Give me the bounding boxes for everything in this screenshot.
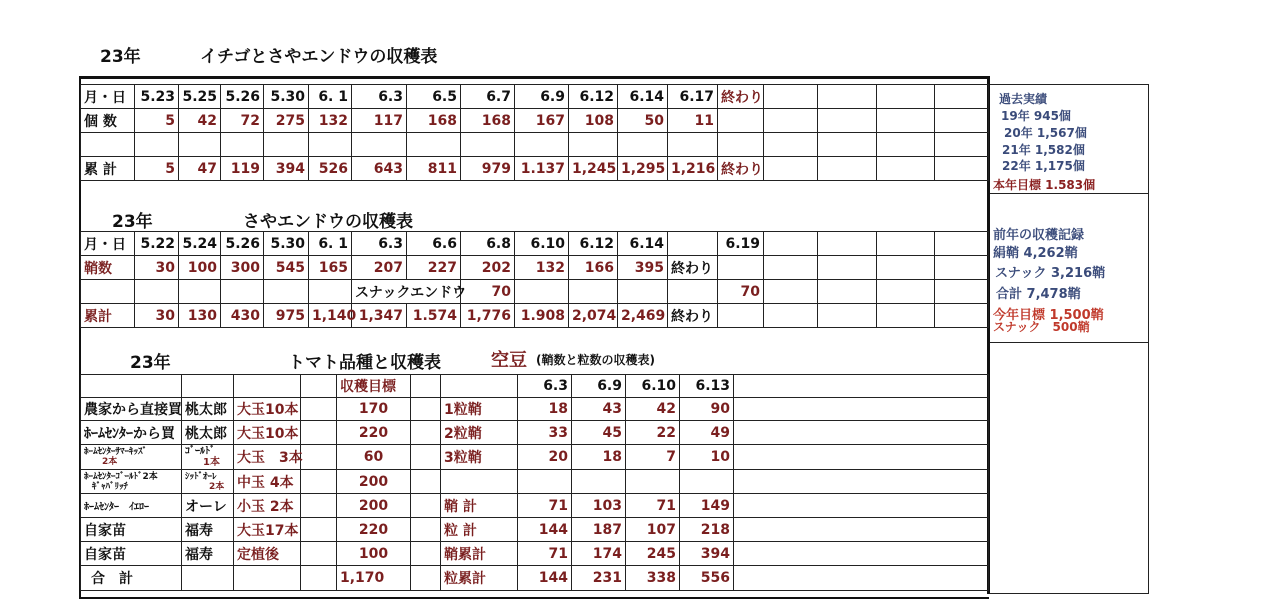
count-label: 個 数 [81,109,135,133]
bean-value: 90 [680,398,734,421]
snack-last: 70 [718,280,764,304]
date-cell: 6.9 [515,85,569,109]
tomato-source-line1: ﾎｰﾑｾﾝﾀｰｺﾞｰﾙﾄﾞ2本 [84,471,158,482]
pea-pods-cell: 30 [135,256,179,280]
tomato-variety-line2: 1本 [203,457,220,468]
tomato-target: 200 [337,470,411,494]
tomato-variety [182,470,234,494]
bean-value: 394 [680,542,734,566]
pea-cumulative-cell: 2,074 [569,304,618,328]
pea-record-line: スナック 3,216鞘 [995,266,1106,281]
bean-value: 49 [680,421,734,445]
date-cell: 6.12 [569,85,618,109]
pea-date-label: 月・日 [81,232,135,256]
bean-row-label: 粒累計 [441,566,518,591]
tomato-total-label: 合 計 [81,566,182,591]
end-label: 終わり [718,85,764,109]
bean-value: 218 [680,518,734,542]
count-cell: 72 [221,109,264,133]
tomato-source-line1: ﾎｰﾑｾﾝﾀｰｻﾏｰｷｯｽﾞ [84,447,148,457]
tomato-source: 農家から直接買 [81,398,182,421]
date-cell: 6.17 [668,85,718,109]
bean-value: 7 [626,445,680,470]
tomato-variety [182,445,234,470]
pea-pods-cell: 100 [179,256,221,280]
tomato-source [81,470,182,494]
pea-cumulative-cell: 1,347 [352,304,407,328]
pea-goal: 今年目標 1,500鞘 [993,308,1104,323]
strawberry-table [80,84,989,181]
pea-cumulative-cell: 30 [135,304,179,328]
bean-subtitle: (鞘数と粒数の収穫表) [536,353,655,367]
cumulative-label: 累 計 [81,157,135,181]
snack-label: スナックエンドウ [352,280,461,304]
bean-value: 43 [572,398,626,421]
bean-value: 71 [626,494,680,518]
cumulative-cell: 119 [221,157,264,181]
pea-pods-cell: 207 [352,256,407,280]
pea-pods-cell: 165 [309,256,352,280]
pea-pods-label: 鞘数 [81,256,135,280]
pea-record-line: 合計 7,478鞘 [996,287,1081,302]
past-goal: 本年目標 1.583個 [993,178,1096,192]
count-cell: 50 [618,109,668,133]
pea-pods-cell: 300 [221,256,264,280]
pea-date-cell: 5.22 [135,232,179,256]
bean-value: 338 [626,566,680,591]
bean-date: 6.9 [572,375,626,398]
bean-row-label: 3粒鞘 [441,445,518,470]
cumulative-cell: 526 [309,157,352,181]
pea-cumulative-cell: 130 [179,304,221,328]
tomato-source-line2: ｷﾞｬﾊﾞﾘｯﾁ [92,481,129,492]
tomato-year: 23年 [130,353,171,373]
strawberry-year: 23年 [100,47,141,67]
pea-date-cell: 6.3 [352,232,407,256]
date-cell: 6.3 [352,85,407,109]
date-label: 月・日 [81,85,135,109]
tomato-target: 170 [337,398,411,421]
bean-date: 6.13 [680,375,734,398]
bean-value: 245 [626,542,680,566]
tomato-source-line2: 2本 [102,457,118,467]
cumulative-cell: 394 [264,157,309,181]
pea-date-cell: 5.30 [264,232,309,256]
cumulative-end: 終わり [718,157,764,181]
tomato-source: ﾎｰﾑｾﾝﾀｰから買 [81,421,182,445]
past-line: 21年 1,582個 [1002,143,1085,157]
count-cell: 5 [135,109,179,133]
tomato-target: 100 [337,542,411,566]
bean-value: 33 [518,421,572,445]
bean-date: 6.10 [626,375,680,398]
bean-row-label: 粒 計 [441,518,518,542]
pea-cumulative-cell: 1.574 [407,304,461,328]
tomato-target: 60 [337,445,411,470]
bean-value: 18 [518,398,572,421]
tomato-variety: オーレ [182,494,234,518]
bean-value: 149 [680,494,734,518]
bean-value: 71 [518,542,572,566]
tomato-qty: 大玉 3本 [234,445,301,470]
side-divider [990,193,1148,194]
strawberry-title: イチゴとさやエンドウの収穫表 [200,47,438,67]
date-cell: 5.30 [264,85,309,109]
pea-pods-cell: 545 [264,256,309,280]
snack-value: 70 [461,280,515,304]
past-line: 19年 945個 [1001,109,1071,123]
pea-record-title: 前年の収穫記録 [993,228,1085,243]
tomato-qty: 大玉10本 [234,398,301,421]
tomato-variety-line2: 2本 [209,481,225,492]
tomato-title: トマト品種と収穫表 [288,353,441,373]
pea-goal-snack: スナック 500鞘 [993,320,1090,334]
tomato-qty: 定植後 [234,542,301,566]
cumulative-cell: 1,295 [618,157,668,181]
pea-cumulative-cell: 2,469 [618,304,668,328]
bean-value: 42 [626,398,680,421]
pea-pods-cell: 132 [515,256,569,280]
bean-value: 231 [572,566,626,591]
tomato-bean-table [80,374,989,591]
pea-title: さやエンドウの収穫表 [243,212,413,232]
count-cell: 11 [668,109,718,133]
bean-row-label: 鞘 計 [441,494,518,518]
tomato-qty: 大玉17本 [234,518,301,542]
bean-value: 22 [626,421,680,445]
pea-pods-end: 終わり [668,256,718,280]
bean-title: 空豆 [491,350,527,371]
pea-table [80,231,989,328]
count-cell: 168 [461,109,515,133]
count-cell: 117 [352,109,407,133]
pea-cumulative-cell: 430 [221,304,264,328]
pea-date-cell: 5.26 [221,232,264,256]
pea-cumulative-label: 累計 [81,304,135,328]
bean-value: 71 [518,494,572,518]
tomato-variety-line1: ｺﾞｰﾙﾄﾞ [185,446,215,457]
target-label: 収穫目標 [337,375,411,398]
cumulative-cell: 5 [135,157,179,181]
pea-date-cell: 6.6 [407,232,461,256]
tomato-source [81,445,182,470]
pea-pods-cell: 227 [407,256,461,280]
bean-row-label: 鞘累計 [441,542,518,566]
tomato-source: ﾎｰﾑｾﾝﾀｰ ｲｴﾛｰ [81,494,182,518]
count-cell: 132 [309,109,352,133]
date-cell: 5.25 [179,85,221,109]
date-cell: 6.14 [618,85,668,109]
count-cell: 42 [179,109,221,133]
bean-row-label: 2粒鞘 [441,421,518,445]
pea-cumulative-cell: 1,776 [461,304,515,328]
tomato-variety: 桃太郎 [182,398,234,421]
date-cell: 6.5 [407,85,461,109]
pea-cumulative-cell: 1.908 [515,304,569,328]
cumulative-cell: 1,245 [569,157,618,181]
cumulative-cell: 811 [407,157,461,181]
count-cell: 168 [407,109,461,133]
bean-row-label: 1粒鞘 [441,398,518,421]
past-title: 過去実績 [999,92,1048,106]
pea-year: 23年 [112,212,153,232]
tomato-source: 自家苗 [81,518,182,542]
bean-value: 10 [680,445,734,470]
pea-date-cell: 6.12 [569,232,618,256]
bean-value: 174 [572,542,626,566]
tomato-target: 220 [337,518,411,542]
count-cell: 275 [264,109,309,133]
tomato-variety-line1: ｼｯﾄﾞｵｰﾚ [185,471,217,482]
pea-last-date: 6.19 [718,232,764,256]
tomato-variety: 桃太郎 [182,421,234,445]
pea-cumulative-cell: 975 [264,304,309,328]
pea-pods-cell: 202 [461,256,515,280]
cumulative-cell: 643 [352,157,407,181]
bean-value: 20 [518,445,572,470]
tomato-variety: 福寿 [182,518,234,542]
tomato-source: 自家苗 [81,542,182,566]
tomato-total-value: 1,170 [337,566,411,591]
bean-value: 556 [680,566,734,591]
tomato-target: 220 [337,421,411,445]
bean-value: 187 [572,518,626,542]
tomato-qty: 小玉 2本 [234,494,301,518]
cumulative-cell: 47 [179,157,221,181]
date-cell: 5.26 [221,85,264,109]
pea-pods-cell: 166 [569,256,618,280]
bean-date: 6.3 [518,375,572,398]
pea-pods-cell: 395 [618,256,668,280]
side-divider [990,342,1148,343]
bean-value: 103 [572,494,626,518]
count-cell: 167 [515,109,569,133]
pea-record-line: 絹鞘 4,262鞘 [993,246,1078,261]
bean-value: 45 [572,421,626,445]
date-cell: 6.7 [461,85,515,109]
tomato-target: 200 [337,494,411,518]
tomato-qty: 中玉 4本 [234,470,301,494]
pea-date-cell: 6.10 [515,232,569,256]
bean-value: 107 [626,518,680,542]
bean-value: 144 [518,566,572,591]
pea-cumulative-cell: 1,140 [309,304,352,328]
pea-date-cell: 6.14 [618,232,668,256]
cumulative-cell: 979 [461,157,515,181]
date-cell: 6. 1 [309,85,352,109]
cumulative-cell: 1.137 [515,157,569,181]
tomato-variety: 福寿 [182,542,234,566]
date-cell: 5.23 [135,85,179,109]
tomato-qty: 大玉10本 [234,421,301,445]
past-line: 20年 1,567個 [1004,126,1087,140]
cumulative-cell: 1,216 [668,157,718,181]
bean-value: 144 [518,518,572,542]
past-line: 22年 1,175個 [1002,159,1085,173]
pea-date-cell: 5.24 [179,232,221,256]
pea-date-cell: 6. 1 [309,232,352,256]
pea-cumulative-end: 終わり [668,304,718,328]
count-cell: 108 [569,109,618,133]
pea-date-cell: 6.8 [461,232,515,256]
bean-value: 18 [572,445,626,470]
